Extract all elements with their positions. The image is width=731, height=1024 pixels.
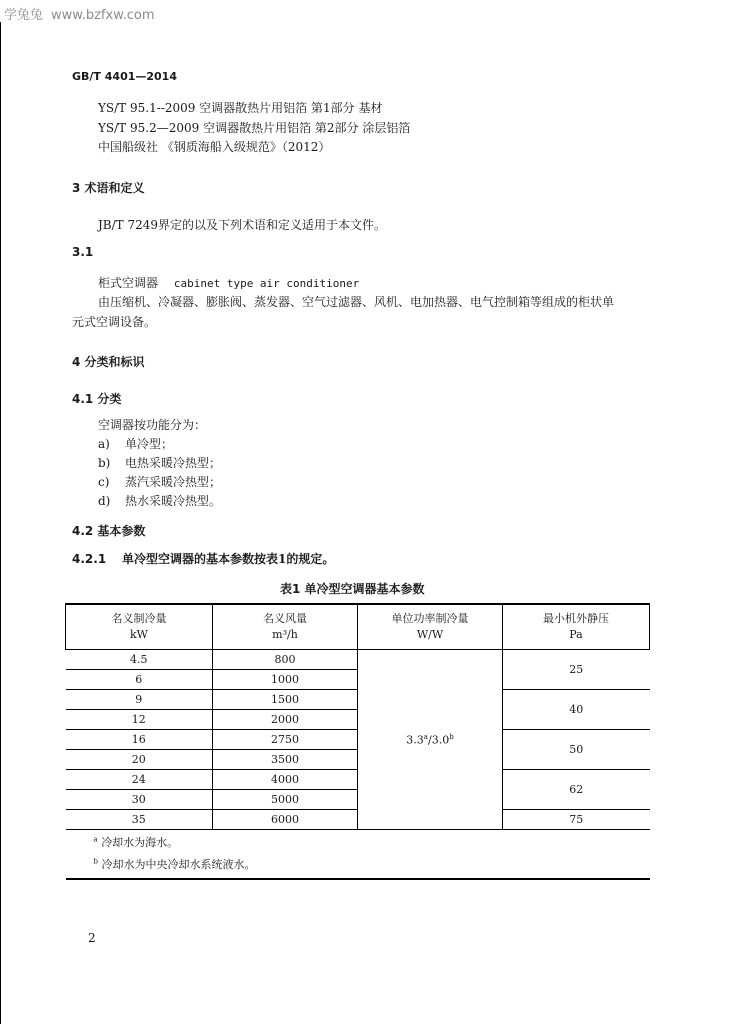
header-static-pressure: 最小机外静压 Pa — [503, 604, 650, 650]
section-4-1-heading: 4.1 分类 — [72, 392, 122, 406]
list-item — [98, 456, 222, 470]
table-row — [66, 650, 650, 670]
pressure-cell: 40 — [503, 690, 650, 730]
cooling-cell: 12 — [66, 710, 213, 730]
parameters-table — [65, 603, 650, 880]
cooling-cell: 4.5 — [66, 650, 213, 670]
term-definition-line1: 由压缩机、冷凝器、膨胀阀、蒸发器、空气过滤器、风机、电加热器、电气控制箱等组成的柜状单 — [98, 295, 615, 309]
airflow-cell: 1500 — [213, 690, 358, 710]
cooling-cell: 9 — [66, 690, 213, 710]
pressure-cell: 25 — [503, 650, 650, 690]
standard-number: GB/T 4401—2014 — [72, 70, 177, 83]
cooling-cell: 24 — [66, 770, 213, 790]
list-item-text: 电热采暖冷热型； — [125, 456, 222, 470]
pressure-cell: 75 — [503, 810, 650, 830]
cooling-cell: 16 — [66, 730, 213, 750]
airflow-cell: 2750 — [213, 730, 358, 750]
table-footnote — [66, 852, 650, 879]
airflow-cell: 3500 — [213, 750, 358, 770]
watermark — [4, 4, 155, 23]
footnote-text: 冷却水为中央冷却水系统液水。 — [101, 858, 256, 871]
term-chinese: 柜式空调器 — [98, 276, 159, 290]
list-item-label: b) — [98, 456, 111, 470]
cooling-cell: 30 — [66, 790, 213, 810]
list-item — [98, 494, 222, 508]
section-4-2-1-number: 4.2.1 — [72, 552, 107, 566]
airflow-cell: 800 — [213, 650, 358, 670]
footnote-text: 冷却水为海水。 — [101, 836, 179, 849]
section-4-2-1-text: 单冷型空调器的基本参数按表1的规定。 — [122, 552, 335, 566]
pressure-cell: 50 — [503, 730, 650, 770]
watermark-site: www.bzfxw.com — [51, 8, 155, 23]
list-item-text: 蒸汽采暖冷热型； — [125, 475, 222, 489]
watermark-brand: 学兔兔 — [4, 8, 44, 23]
section-4-1-intro: 空调器按功能分为： — [98, 418, 207, 432]
table-header-row — [66, 604, 650, 650]
page-number: 2 — [88, 931, 96, 945]
footnote-mark: b — [93, 857, 98, 866]
list-item-label: a) — [98, 437, 110, 451]
section-3-heading: 3 术语和定义 — [72, 181, 145, 195]
term-line — [98, 276, 359, 291]
efficiency-cell: 3.3$^a$/3.0$^b$ — [358, 650, 503, 830]
section-3-1-number: 3.1 — [72, 245, 94, 259]
cooling-cell: 20 — [66, 750, 213, 770]
reference-line: YS/T 95.2—2009 空调器散热片用铝箔 第2部分 涂层铝箔 — [98, 121, 411, 135]
reference-line: 中国船级社 《钢质海船入级规范》（2012） — [98, 140, 331, 154]
section-4-heading: 4 分类和标识 — [72, 355, 145, 369]
header-cooling-capacity: 名义制冷量 kW — [66, 604, 213, 650]
airflow-cell: 2000 — [213, 710, 358, 730]
list-item — [98, 437, 174, 451]
page-left-border — [0, 22, 1, 1024]
list-item-text: 单冷型； — [125, 437, 174, 451]
footnote-mark: a — [93, 835, 98, 844]
section-4-2-1 — [72, 552, 334, 566]
section-4-2-heading: 4.2 基本参数 — [72, 524, 146, 538]
list-item — [98, 475, 222, 489]
header-efficiency: 单位功率制冷量 W/W — [358, 604, 503, 650]
cooling-cell: 35 — [66, 810, 213, 830]
list-item-label: d) — [98, 494, 111, 508]
term-definition-line2: 元式空调设备。 — [72, 315, 157, 329]
table-footnote — [66, 830, 650, 853]
reference-line: YS/T 95.1--2009 空调器散热片用铝箔 第1部分 基材 — [98, 101, 383, 115]
header-airflow: 名义风量 m³/h — [213, 604, 358, 650]
term-english: cabinet type air conditioner — [173, 277, 360, 290]
pressure-cell: 62 — [503, 770, 650, 810]
table-caption: 表1 单冷型空调器基本参数 — [280, 582, 425, 596]
airflow-cell: 4000 — [213, 770, 358, 790]
section-3-intro: JB/T 7249界定的以及下列术语和定义适用于本文件。 — [98, 218, 387, 232]
list-item-text: 热水采暖冷热型。 — [125, 494, 222, 508]
list-item-label: c) — [98, 475, 110, 489]
airflow-cell: 1000 — [213, 670, 358, 690]
airflow-cell: 6000 — [213, 810, 358, 830]
airflow-cell: 5000 — [213, 790, 358, 810]
cooling-cell: 6 — [66, 670, 213, 690]
